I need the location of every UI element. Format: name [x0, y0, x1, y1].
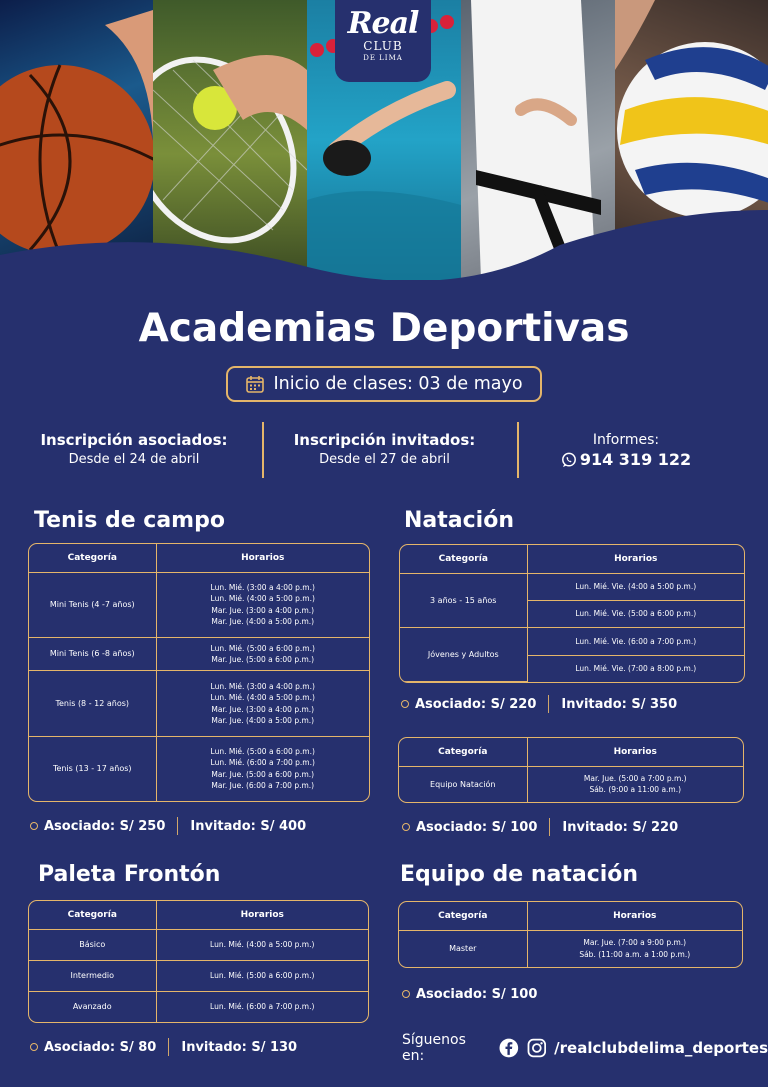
schedule-cell [156, 637, 369, 670]
info-divider [262, 422, 264, 478]
schedule-line: Mar. Jue. (5:00 a 7:00 p.m.) [583, 773, 687, 783]
social-handle[interactable]: /realclubdelima_deportes [554, 1039, 768, 1057]
follow-label: Síguenos en: [402, 1032, 466, 1064]
table-header-row [400, 545, 744, 573]
price-guest: Invitado: S/ 130 [181, 1039, 298, 1055]
price-divider [548, 695, 549, 713]
category-cell: Jóvenes y Adultos [400, 628, 527, 682]
paleta-prices [30, 1037, 297, 1057]
bullet-icon [30, 822, 38, 830]
price-guest: Invitado: S/ 220 [562, 819, 679, 835]
category-cell: Tenis (8 - 12 años) [29, 671, 156, 736]
bullet-icon [401, 700, 409, 708]
associates-date: Desde el 24 de abril [68, 452, 200, 467]
category-cell: Tenis (13 - 17 años) [29, 736, 156, 801]
table-row [400, 573, 744, 600]
price-divider [549, 818, 550, 836]
associates-registration [30, 430, 238, 469]
schedule-line: Lun. Mié. (4:00 a 5:00 p.m.) [210, 594, 315, 604]
column-header-schedule: Horarios [527, 738, 743, 766]
schedule-line: Lun. Mié. (4:00 a 5:00 p.m.) [210, 693, 315, 703]
start-date-badge [226, 366, 542, 402]
table-header-row [29, 901, 368, 929]
schedule-line: Lun. Mié. (5:00 a 6:00 p.m.) [210, 643, 315, 653]
table-row [29, 736, 369, 801]
tenis-prices [30, 816, 306, 836]
category-cell: Mini Tenis (4 -7 años) [29, 572, 156, 637]
table-row [29, 960, 368, 991]
bullet-icon [402, 990, 410, 998]
column-header-schedule: Horarios [156, 901, 368, 929]
schedule-cell [156, 671, 369, 736]
category-cell: Mini Tenis (6 -8 años) [29, 637, 156, 670]
price-associate: Asociado: S/ 100 [416, 986, 538, 1002]
guests-date: Desde el 27 de abril [319, 452, 450, 467]
bullet-icon [402, 823, 410, 831]
price-associate: Asociado: S/ 80 [44, 1039, 157, 1055]
schedule-cell: Lun. Mié. (4:00 a 5:00 p.m.) [156, 929, 368, 960]
price-divider [177, 817, 178, 835]
price-associate: Asociado: S/ 220 [415, 696, 537, 712]
column-header-category: Categoría [399, 738, 527, 766]
guests-registration [282, 430, 487, 469]
price-divider [168, 1038, 169, 1056]
schedule-line: Lun. Mié. (6:00 a 7:00 p.m.) [210, 758, 315, 768]
schedule-cell [156, 572, 369, 637]
schedule-line: Mar. Jue. (7:00 a 9:00 p.m.) [583, 938, 687, 948]
column-header-schedule: Horarios [527, 902, 742, 930]
registration-info [0, 422, 768, 480]
category-cell: Básico [29, 929, 156, 960]
table-row [400, 628, 744, 655]
schedule-line: Mar. Jue. (5:00 a 6:00 p.m.) [211, 655, 315, 665]
table-row [29, 992, 368, 1022]
schedule-line: Mar. Jue. (4:00 a 5:00 p.m.) [211, 617, 315, 627]
schedule-cell: Lun. Mié. Vie. (4:00 a 5:00 p.m.) [527, 573, 744, 600]
table-header-row [399, 738, 743, 766]
schedule-line: Lun. Mié. (3:00 a 4:00 p.m.) [210, 681, 315, 691]
logo-club-text: CLUB [363, 39, 403, 53]
schedule-cell [527, 766, 743, 802]
paleta-section-title: Paleta Frontón [38, 862, 221, 887]
guests-label: Inscripción invitados: [293, 431, 476, 449]
schedule-cell: Lun. Mié. Vie. (7:00 a 8:00 p.m.) [575, 663, 697, 673]
whatsapp-icon [561, 452, 577, 468]
instagram-icon[interactable] [527, 1038, 547, 1058]
calendar-icon [245, 374, 265, 394]
contact-label: Informes: [592, 432, 660, 448]
schedule-line: Mar. Jue. (4:00 a 5:00 p.m.) [211, 716, 315, 726]
column-header-schedule: Horarios [156, 544, 369, 572]
schedule-cell: Lun. Mié. (5:00 a 6:00 p.m.) [156, 960, 368, 991]
schedule-cell: Lun. Mié. (6:00 a 7:00 p.m.) [210, 1002, 315, 1012]
master-prices [402, 984, 537, 1004]
column-header-category: Categoría [29, 544, 156, 572]
equipo-natacion-table [398, 737, 744, 803]
phone-number: 914 319 122 [579, 450, 692, 469]
price-guest: Invitado: S/ 400 [190, 818, 307, 834]
category-cell: Intermedio [29, 960, 156, 991]
table-row [29, 929, 368, 960]
equipo-natacion-section-title: Equipo de natación [400, 862, 639, 887]
column-header-category: Categoría [29, 901, 156, 929]
schedule-line: Mar. Jue. (3:00 a 4:00 p.m.) [211, 704, 315, 714]
logo-real-text: Real [347, 6, 419, 41]
tenis-schedule-table [28, 543, 370, 802]
schedule-cell [156, 736, 369, 801]
bullet-icon [30, 1043, 38, 1051]
schedule-line: Lun. Mié. (5:00 a 6:00 p.m.) [210, 746, 315, 756]
schedule-line: Sáb. (11:00 a.m. a 1:00 p.m.) [579, 949, 691, 959]
category-cell: Avanzado [29, 992, 156, 1022]
paleta-schedule-table [28, 900, 369, 1023]
natacion-schedule-table [399, 544, 745, 683]
table-header-row [29, 544, 369, 572]
natacion-section-title: Natación [404, 508, 514, 533]
price-associate: Asociado: S/ 100 [416, 819, 538, 835]
start-date-text: Inicio de clases: 03 de mayo [273, 374, 523, 394]
category-cell: 3 años - 15 años [400, 573, 527, 628]
table-row [399, 930, 742, 967]
club-logo [335, 0, 431, 82]
schedule-cell: Lun. Mié. Vie. (5:00 a 6:00 p.m.) [527, 600, 744, 627]
equipo-natacion-prices [402, 817, 678, 837]
wave-divider [0, 170, 768, 280]
table-row [29, 671, 369, 736]
facebook-icon[interactable] [499, 1038, 519, 1058]
natacion-prices [401, 694, 677, 714]
price-guest: Invitado: S/ 350 [561, 696, 678, 712]
logo-delima-text: DE LIMA [363, 54, 403, 62]
associates-label: Inscripción asociados: [40, 431, 228, 449]
schedule-line: Lun. Mié. (3:00 a 4:00 p.m.) [210, 582, 315, 592]
schedule-cell: Lun. Mié. Vie. (6:00 a 7:00 p.m.) [527, 628, 744, 655]
table-row [29, 572, 369, 637]
schedule-line: Sáb. (9:00 a 11:00 a.m.) [589, 785, 682, 795]
schedule-line: Mar. Jue. (3:00 a 4:00 p.m.) [211, 605, 315, 615]
schedule-cell [527, 930, 742, 967]
contact-info [540, 430, 712, 470]
schedule-line: Mar. Jue. (5:00 a 6:00 p.m.) [211, 769, 315, 779]
tenis-section-title: Tenis de campo [34, 508, 225, 533]
category-cell: Master [399, 930, 527, 967]
info-divider [517, 422, 519, 478]
column-header-category: Categoría [400, 545, 527, 573]
column-header-category: Categoría [399, 902, 527, 930]
social-footer [402, 1032, 768, 1064]
price-associate: Asociado: S/ 250 [44, 818, 166, 834]
master-schedule-table [398, 901, 743, 968]
category-cell: Equipo Natación [399, 766, 527, 802]
contact-phone[interactable] [540, 450, 712, 470]
table-row [29, 637, 369, 670]
page-title: Academias Deportivas [138, 306, 630, 351]
column-header-schedule: Horarios [527, 545, 744, 573]
table-header-row [399, 902, 742, 930]
table-row [399, 766, 743, 802]
schedule-line: Mar. Jue. (6:00 a 7:00 p.m.) [211, 781, 315, 791]
